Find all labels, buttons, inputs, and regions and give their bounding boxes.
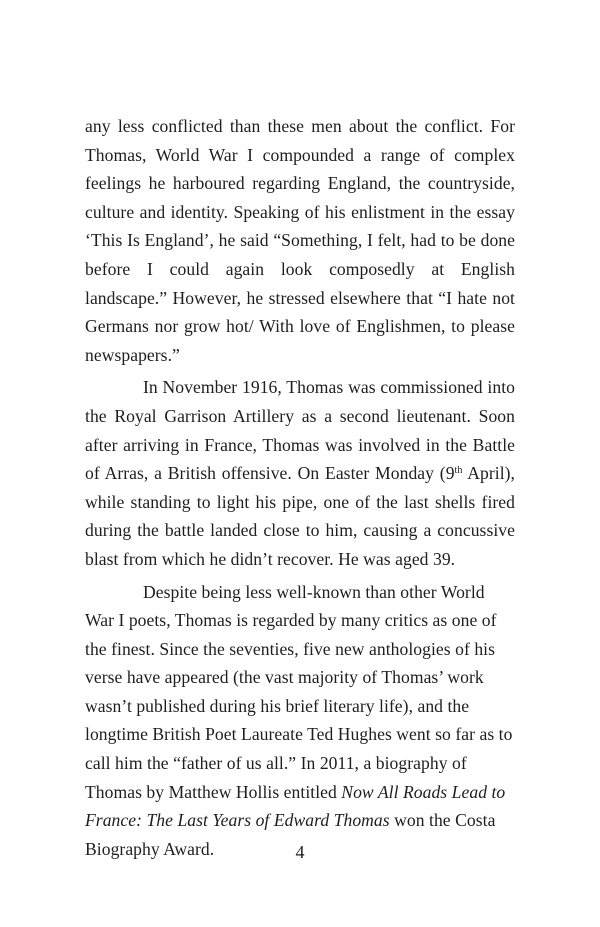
paragraph-2-text-start: In November 1916, Thomas was commissioned into the Royal Garrison Artillery as a second lieutenant. Soon after arriving in France, Thomas was involved in the Battle of Arras, a British offensive. On Easter Monday (9 — [85, 377, 515, 484]
page-number: 4 — [295, 842, 305, 862]
paragraph-3-text-end: won the Costa Biography Award. — [85, 810, 496, 859]
paragraph-2-text-end: April), while standing to light his pipe, one of the last shells fired during the battle landed close to him, causing a concussive blast from which he didn’t recover. He was aged 39. — [85, 463, 515, 569]
book-title: Now All Roads Lead to France: The Last Years of Edward Thomas — [85, 781, 506, 831]
paragraph-2 — [85, 373, 515, 573]
body-text — [85, 112, 515, 863]
paragraph-1 — [85, 112, 515, 369]
ordinal-suffix: th — [454, 465, 463, 477]
paragraph-1-text: any less conflicted than these men about the conflict. For Thomas, World War I compounded a range of complex feelings he harboured regarding England, the countryside, culture and identity. Speaking of his enlistment in the essay ‘This Is England’, he said “Something, I felt, had to be done before I could again look composedly at English landscape.” However, he stressed elsewhere that “I hate not Germans nor grow hot/ With love of Englishmen, to please newspapers.” — [85, 116, 515, 365]
paragraph-3-text-start: Despite being less well-known than other World War I poets, Thomas is regarded by many critics as one of the finest. Since the seventies, five new anthologies of his verse have appeared (the vast majority of Thomas’ work wasn’t published during his brief literary life), and the longtime British Poet Laureate Ted Hughes went so far as to call him the “father of us all.” In 2011, a biography of Thomas by Matthew Hollis entitled — [85, 581, 513, 802]
paragraph-3 — [85, 578, 515, 864]
